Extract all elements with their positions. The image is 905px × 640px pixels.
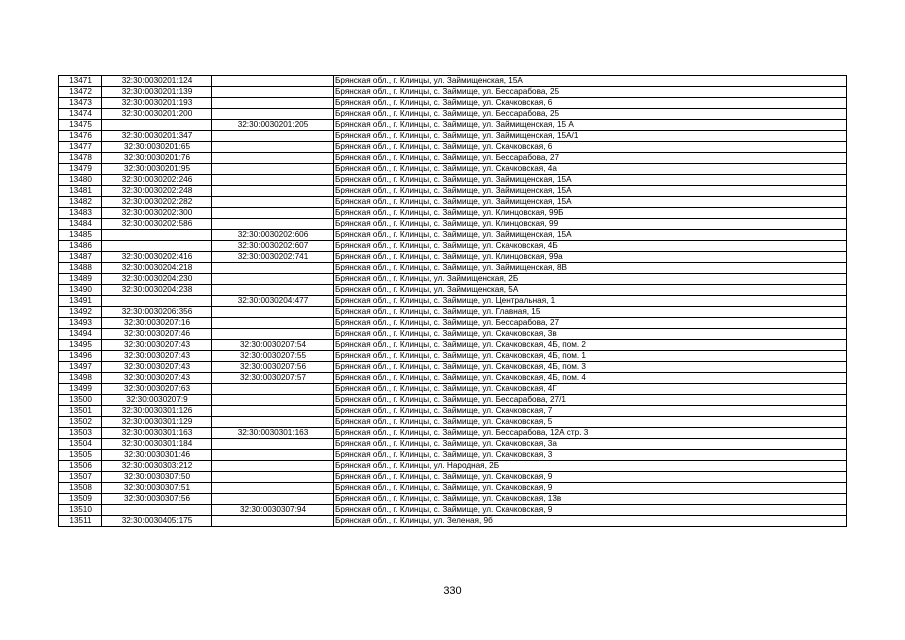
cadastral-number-cell: 32:30:0030207:9 — [102, 395, 212, 406]
table-row — [59, 98, 847, 109]
address-cell: Брянская обл., г. Клинцы, с. Займище, ул. Скачковская, 3 — [334, 450, 847, 461]
address-cell: Брянская обл., г. Клинцы, с. Займище, ул. Займищенская, 15А — [334, 230, 847, 241]
row-number-cell: 13473 — [59, 98, 102, 109]
cadastral-number-cell: 32:30:0030207:16 — [102, 318, 212, 329]
cadastral-number-cell: 32:30:0030201:347 — [102, 131, 212, 142]
register-table-body — [59, 76, 847, 527]
row-number-cell: 13504 — [59, 439, 102, 450]
object-cadastral-number-cell — [212, 318, 334, 329]
cadastral-number-cell — [102, 505, 212, 516]
table-row — [59, 318, 847, 329]
table-row — [59, 516, 847, 527]
table-row — [59, 241, 847, 252]
row-number-cell: 13509 — [59, 494, 102, 505]
row-number-cell: 13476 — [59, 131, 102, 142]
object-cadastral-number-cell — [212, 483, 334, 494]
object-cadastral-number-cell: 32:30:0030207:54 — [212, 340, 334, 351]
row-number-cell: 13482 — [59, 197, 102, 208]
cadastral-number-cell — [102, 120, 212, 131]
cadastral-number-cell: 32:30:0030207:43 — [102, 373, 212, 384]
cadastral-number-cell: 32:30:0030201:95 — [102, 164, 212, 175]
cadastral-number-cell: 32:30:0030301:184 — [102, 439, 212, 450]
row-number-cell: 13510 — [59, 505, 102, 516]
table-row — [59, 186, 847, 197]
cadastral-number-cell: 32:30:0030201:76 — [102, 153, 212, 164]
object-cadastral-number-cell — [212, 175, 334, 186]
cadastral-number-cell: 32:30:0030202:586 — [102, 219, 212, 230]
cadastral-number-cell: 32:30:0030201:65 — [102, 142, 212, 153]
address-cell: Брянская обл., г. Клинцы, ул. Займищенская, 15А — [334, 76, 847, 87]
address-cell: Брянская обл., г. Клинцы, с. Займище, ул. Скачковская, 4а — [334, 164, 847, 175]
cadastral-number-cell: 32:30:0030202:282 — [102, 197, 212, 208]
table-row — [59, 252, 847, 263]
cadastral-number-cell: 32:30:0030201:124 — [102, 76, 212, 87]
object-cadastral-number-cell — [212, 274, 334, 285]
row-number-cell: 13477 — [59, 142, 102, 153]
object-cadastral-number-cell: 32:30:0030204:477 — [212, 296, 334, 307]
table-row — [59, 362, 847, 373]
object-cadastral-number-cell — [212, 395, 334, 406]
cadastral-number-cell: 32:30:0030207:46 — [102, 329, 212, 340]
table-row — [59, 76, 847, 87]
object-cadastral-number-cell — [212, 461, 334, 472]
table-row — [59, 219, 847, 230]
table-row — [59, 384, 847, 395]
row-number-cell: 13508 — [59, 483, 102, 494]
cadastral-number-cell: 32:30:0030307:56 — [102, 494, 212, 505]
object-cadastral-number-cell — [212, 87, 334, 98]
row-number-cell: 13507 — [59, 472, 102, 483]
cadastral-number-cell: 32:30:0030201:139 — [102, 87, 212, 98]
row-number-cell: 13475 — [59, 120, 102, 131]
row-number-cell: 13499 — [59, 384, 102, 395]
table-row — [59, 428, 847, 439]
address-cell: Брянская обл., г. Клинцы, с. Займище, ул. Клинцовская, 99Б — [334, 208, 847, 219]
table-row — [59, 285, 847, 296]
cadastral-number-cell: 32:30:0030204:218 — [102, 263, 212, 274]
object-cadastral-number-cell: 32:30:0030207:57 — [212, 373, 334, 384]
cadastral-number-cell: 32:30:0030202:246 — [102, 175, 212, 186]
object-cadastral-number-cell — [212, 197, 334, 208]
object-cadastral-number-cell — [212, 329, 334, 340]
row-number-cell: 13497 — [59, 362, 102, 373]
table-row — [59, 406, 847, 417]
table-row — [59, 472, 847, 483]
object-cadastral-number-cell — [212, 472, 334, 483]
address-cell: Брянская обл., г. Клинцы, с. Займище, ул. Скачковская, 5 — [334, 417, 847, 428]
table-row — [59, 395, 847, 406]
table-row — [59, 197, 847, 208]
table-row — [59, 417, 847, 428]
address-cell: Брянская обл., г. Клинцы, с. Займище, ул. Скачковская, 9 — [334, 472, 847, 483]
address-cell: Брянская обл., г. Клинцы, с. Займище, ул. Скачковская, 6 — [334, 142, 847, 153]
address-cell: Брянская обл., г. Клинцы, с. Займище, ул. Центральная, 1 — [334, 296, 847, 307]
cadastral-number-cell: 32:30:0030206:356 — [102, 307, 212, 318]
object-cadastral-number-cell — [212, 208, 334, 219]
address-cell: Брянская обл., г. Клинцы, с. Займище, ул. Бессарабова, 25 — [334, 87, 847, 98]
address-cell: Брянская обл., г. Клинцы, с. Займище, ул. Займищенская, 15А — [334, 197, 847, 208]
table-row — [59, 153, 847, 164]
cadastral-number-cell: 32:30:0030204:238 — [102, 285, 212, 296]
cadastral-number-cell: 32:30:0030307:50 — [102, 472, 212, 483]
table-row — [59, 120, 847, 131]
table-row — [59, 340, 847, 351]
table-row — [59, 87, 847, 98]
page-number: 330 — [443, 585, 462, 597]
address-cell: Брянская обл., г. Клинцы, с. Займище, ул. Бессарабова, 27 — [334, 153, 847, 164]
object-cadastral-number-cell — [212, 131, 334, 142]
cadastral-number-cell: 32:30:0030201:200 — [102, 109, 212, 120]
row-number-cell: 13495 — [59, 340, 102, 351]
address-cell: Брянская обл., г. Клинцы, с. Займище, ул. Займищенская, 8В — [334, 263, 847, 274]
cadastral-number-cell: 32:30:0030301:126 — [102, 406, 212, 417]
cadastral-number-cell: 32:30:0030301:46 — [102, 450, 212, 461]
object-cadastral-number-cell — [212, 109, 334, 120]
row-number-cell: 13487 — [59, 252, 102, 263]
row-number-cell: 13471 — [59, 76, 102, 87]
row-number-cell: 13500 — [59, 395, 102, 406]
cadastral-number-cell: 32:30:0030202:300 — [102, 208, 212, 219]
row-number-cell: 13485 — [59, 230, 102, 241]
address-cell: Брянская обл., г. Клинцы, с. Займище, ул. Скачковская, 7 — [334, 406, 847, 417]
address-cell: Брянская обл., г. Клинцы, с. Займище, ул. Клинцовская, 99 — [334, 219, 847, 230]
object-cadastral-number-cell — [212, 219, 334, 230]
address-cell: Брянская обл., г. Клинцы, с. Займище, ул. Бессарабова, 25 — [334, 109, 847, 120]
address-cell: Брянская обл., г. Клинцы, ул. Народная, 2Б — [334, 461, 847, 472]
table-row — [59, 164, 847, 175]
table-row — [59, 450, 847, 461]
address-cell: Брянская обл., г. Клинцы, с. Займище, ул. Займищенская, 15А — [334, 175, 847, 186]
row-number-cell: 13496 — [59, 351, 102, 362]
cadastral-number-cell: 32:30:0030303:212 — [102, 461, 212, 472]
row-number-cell: 13478 — [59, 153, 102, 164]
address-cell: Брянская обл., г. Клинцы, ул. Займищенская, 2Б — [334, 274, 847, 285]
object-cadastral-number-cell — [212, 450, 334, 461]
table-row — [59, 109, 847, 120]
object-cadastral-number-cell: 32:30:0030201:205 — [212, 120, 334, 131]
table-row — [59, 208, 847, 219]
object-cadastral-number-cell — [212, 307, 334, 318]
cadastral-number-cell: 32:30:0030201:193 — [102, 98, 212, 109]
address-cell: Брянская обл., г. Клинцы, с. Займище, ул. Скачковская, 3в — [334, 329, 847, 340]
table-row — [59, 439, 847, 450]
object-cadastral-number-cell — [212, 263, 334, 274]
row-number-cell: 13479 — [59, 164, 102, 175]
address-cell: Брянская обл., г. Клинцы, с. Займище, ул. Займищенская, 15 А — [334, 120, 847, 131]
address-cell: Брянская обл., г. Клинцы, с. Займище, ул. Скачковская, 13в — [334, 494, 847, 505]
row-number-cell: 13511 — [59, 516, 102, 527]
row-number-cell: 13489 — [59, 274, 102, 285]
address-cell: Брянская обл., г. Клинцы, ул. Зеленая, 9б — [334, 516, 847, 527]
object-cadastral-number-cell: 32:30:0030207:56 — [212, 362, 334, 373]
table-row — [59, 461, 847, 472]
address-cell: Брянская обл., г. Клинцы, ул. Займищенская, 5А — [334, 285, 847, 296]
cadastral-number-cell: 32:30:0030405:175 — [102, 516, 212, 527]
row-number-cell: 13505 — [59, 450, 102, 461]
cadastral-number-cell: 32:30:0030202:248 — [102, 186, 212, 197]
cadastral-number-cell: 32:30:0030202:416 — [102, 252, 212, 263]
register-table — [58, 75, 847, 527]
cadastral-number-cell: 32:30:0030207:43 — [102, 340, 212, 351]
row-number-cell: 13474 — [59, 109, 102, 120]
address-cell: Брянская обл., г. Клинцы, с. Займище, ул. Скачковская, 4Б, пом. 3 — [334, 362, 847, 373]
address-cell: Брянская обл., г. Клинцы, с. Займище, ул. Скачковская, 4Б, пом. 2 — [334, 340, 847, 351]
table-row — [59, 274, 847, 285]
object-cadastral-number-cell: 32:30:0030202:607 — [212, 241, 334, 252]
cadastral-number-cell — [102, 230, 212, 241]
table-row — [59, 494, 847, 505]
object-cadastral-number-cell — [212, 384, 334, 395]
object-cadastral-number-cell — [212, 76, 334, 87]
table-row — [59, 373, 847, 384]
address-cell: Брянская обл., г. Клинцы, с. Займище, ул. Бессарабова, 12А стр. 3 — [334, 428, 847, 439]
object-cadastral-number-cell: 32:30:0030202:606 — [212, 230, 334, 241]
object-cadastral-number-cell — [212, 406, 334, 417]
row-number-cell: 13498 — [59, 373, 102, 384]
address-cell: Брянская обл., г. Клинцы, с. Займище, ул. Главная, 15 — [334, 307, 847, 318]
cadastral-number-cell: 32:30:0030204:230 — [102, 274, 212, 285]
address-cell: Брянская обл., г. Клинцы, с. Займище, ул. Бессарабова, 27/1 — [334, 395, 847, 406]
cadastral-number-cell — [102, 241, 212, 252]
table-row — [59, 483, 847, 494]
row-number-cell: 13481 — [59, 186, 102, 197]
object-cadastral-number-cell — [212, 516, 334, 527]
row-number-cell: 13488 — [59, 263, 102, 274]
row-number-cell: 13484 — [59, 219, 102, 230]
cadastral-number-cell: 32:30:0030207:63 — [102, 384, 212, 395]
object-cadastral-number-cell — [212, 164, 334, 175]
object-cadastral-number-cell — [212, 142, 334, 153]
row-number-cell: 13501 — [59, 406, 102, 417]
address-cell: Брянская обл., г. Клинцы, с. Займище, ул. Займищенская, 15А/1 — [334, 131, 847, 142]
table-row — [59, 296, 847, 307]
address-cell: Брянская обл., г. Клинцы, с. Займище, ул. Скачковская, 4Б, пом. 4 — [334, 373, 847, 384]
row-number-cell: 13506 — [59, 461, 102, 472]
table-row — [59, 307, 847, 318]
table-row — [59, 142, 847, 153]
row-number-cell: 13472 — [59, 87, 102, 98]
table-row — [59, 230, 847, 241]
address-cell: Брянская обл., г. Клинцы, с. Займище, ул. Скачковская, 4Б, пом. 1 — [334, 351, 847, 362]
object-cadastral-number-cell: 32:30:0030301:163 — [212, 428, 334, 439]
row-number-cell: 13483 — [59, 208, 102, 219]
object-cadastral-number-cell — [212, 494, 334, 505]
object-cadastral-number-cell — [212, 417, 334, 428]
address-cell: Брянская обл., г. Клинцы, с. Займище, ул. Бессарабова, 27 — [334, 318, 847, 329]
table-row — [59, 505, 847, 516]
object-cadastral-number-cell — [212, 285, 334, 296]
cadastral-number-cell: 32:30:0030301:163 — [102, 428, 212, 439]
object-cadastral-number-cell — [212, 153, 334, 164]
address-cell: Брянская обл., г. Клинцы, с. Займище, ул. Займищенская, 15А — [334, 186, 847, 197]
cadastral-number-cell: 32:30:0030207:43 — [102, 351, 212, 362]
table-row — [59, 263, 847, 274]
row-number-cell: 13491 — [59, 296, 102, 307]
object-cadastral-number-cell — [212, 98, 334, 109]
table-row — [59, 175, 847, 186]
cadastral-number-cell: 32:30:0030207:43 — [102, 362, 212, 373]
table-row — [59, 329, 847, 340]
table-row — [59, 131, 847, 142]
object-cadastral-number-cell: 32:30:0030207:55 — [212, 351, 334, 362]
row-number-cell: 13503 — [59, 428, 102, 439]
row-number-cell: 13486 — [59, 241, 102, 252]
cadastral-number-cell — [102, 296, 212, 307]
address-cell: Брянская обл., г. Клинцы, с. Займище, ул. Скачковская, 9 — [334, 483, 847, 494]
table-row — [59, 351, 847, 362]
cadastral-number-cell: 32:30:0030307:51 — [102, 483, 212, 494]
row-number-cell: 13493 — [59, 318, 102, 329]
address-cell: Брянская обл., г. Клинцы, с. Займище, ул. Скачковская, 4Г — [334, 384, 847, 395]
address-cell: Брянская обл., г. Клинцы, с. Займище, ул. Скачковская, 9 — [334, 505, 847, 516]
row-number-cell: 13480 — [59, 175, 102, 186]
address-cell: Брянская обл., г. Клинцы, с. Займище, ул. Скачковская, 4Б — [334, 241, 847, 252]
object-cadastral-number-cell: 32:30:0030202:741 — [212, 252, 334, 263]
object-cadastral-number-cell — [212, 186, 334, 197]
row-number-cell: 13502 — [59, 417, 102, 428]
row-number-cell: 13490 — [59, 285, 102, 296]
cadastral-number-cell: 32:30:0030301:129 — [102, 417, 212, 428]
row-number-cell: 13492 — [59, 307, 102, 318]
row-number-cell: 13494 — [59, 329, 102, 340]
object-cadastral-number-cell: 32:30:0030307:94 — [212, 505, 334, 516]
object-cadastral-number-cell — [212, 439, 334, 450]
address-cell: Брянская обл., г. Клинцы, с. Займище, ул. Клинцовская, 99а — [334, 252, 847, 263]
address-cell: Брянская обл., г. Клинцы, с. Займище, ул. Скачковская, 6 — [334, 98, 847, 109]
address-cell: Брянская обл., г. Клинцы, с. Займище, ул. Скачковская, 3а — [334, 439, 847, 450]
